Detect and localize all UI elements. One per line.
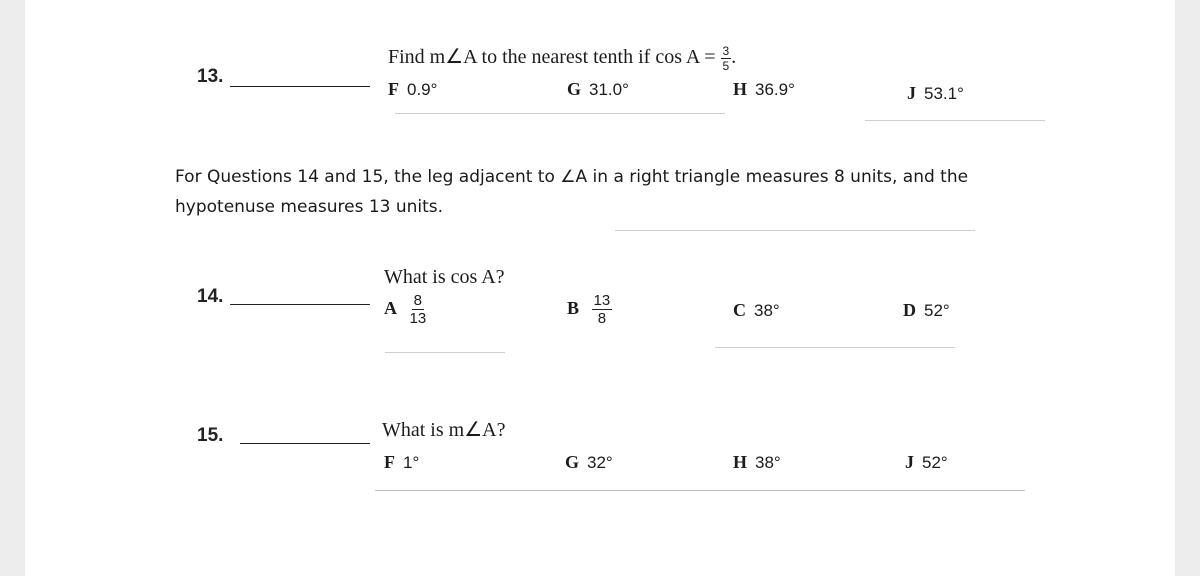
fraction: $\frac{8}{13}$ <box>409 292 427 327</box>
answer-blank[interactable] <box>230 86 370 87</box>
prompt-text: Find m∠A to the nearest tenth if cos A = <box>388 46 716 68</box>
choice-a[interactable]: A $\frac{8}{13}$ <box>384 292 427 327</box>
question-prompt: What is cos A? <box>384 266 505 288</box>
question-prompt: Find m∠A to the nearest tenth if cos A = $\frac{3}{5}$ . <box>388 43 737 73</box>
choice-h[interactable]: H 38° <box>733 452 781 472</box>
scan-line <box>615 230 975 231</box>
question-number: 14. <box>197 286 224 307</box>
choice-d[interactable]: D 52° <box>903 300 950 320</box>
answer-blank[interactable] <box>230 304 370 305</box>
scan-line <box>395 113 725 114</box>
choice-c[interactable]: C 38° <box>733 300 780 320</box>
scan-line <box>385 352 505 353</box>
choice-f[interactable]: F 1° <box>384 452 420 472</box>
scan-line <box>375 490 1025 491</box>
worksheet-page <box>25 0 1175 576</box>
choice-j[interactable]: J 52° <box>905 452 948 472</box>
answer-blank[interactable] <box>240 443 370 444</box>
fraction: $\frac{3}{5}$ <box>722 43 730 73</box>
instruction-text: For Questions 14 and 15, the leg adjacent to ∠A in a right triangle measures 8 units, and the hypotenuse measures 13 units. <box>175 167 969 217</box>
scan-line <box>865 120 1045 121</box>
choice-f[interactable]: F 0.9° <box>388 79 438 99</box>
choice-b[interactable]: B $\frac{13}{8}$ <box>567 292 611 327</box>
choice-g[interactable]: G 32° <box>565 452 613 472</box>
question-number: 13. <box>197 66 224 87</box>
question-prompt: What is m∠A? <box>382 419 506 441</box>
question-number: 15. <box>197 425 224 446</box>
choice-h[interactable]: H 36.9° <box>733 79 795 99</box>
scan-line <box>715 347 955 348</box>
choice-j[interactable]: J 53.1° <box>907 83 964 103</box>
fraction: $\frac{13}{8}$ <box>593 292 611 327</box>
choice-g[interactable]: G 31.0° <box>567 79 629 99</box>
